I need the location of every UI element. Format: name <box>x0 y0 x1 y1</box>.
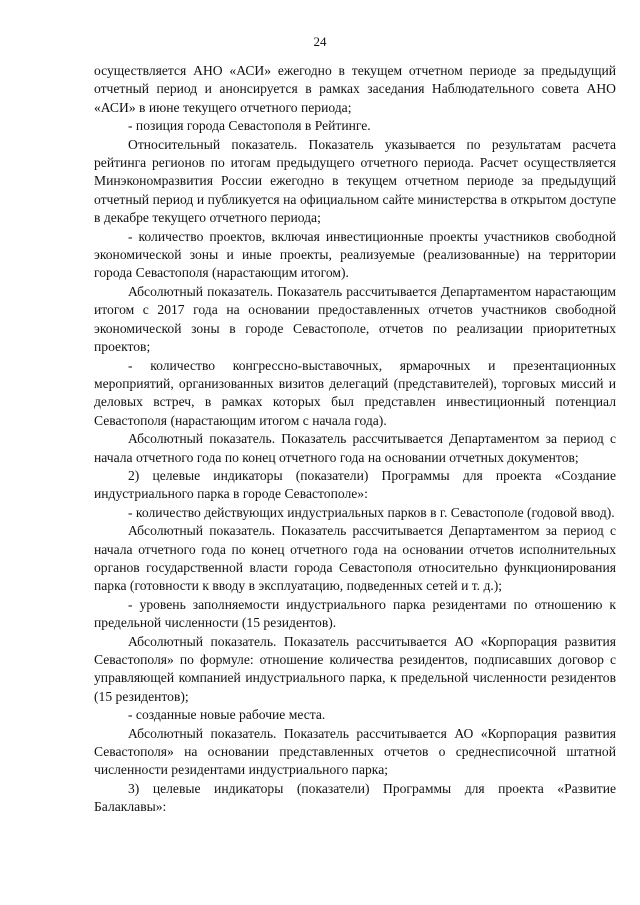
paragraph: 2) целевые индикаторы (показатели) Программы для проекта «Создание индустриального парка в городе Севастополе»: <box>94 467 616 502</box>
paragraph: - позиция города Севастополя в Рейтинге. <box>128 118 371 134</box>
paragraph: Абсолютный показатель. Показатель рассчитывается АО «Корпорация развития Севастополя» на основании представленных отчетов о среднесписочной штатной численности резидентами индустриального парка; <box>94 725 616 778</box>
paragraph: 3) целевые индикаторы (показатели) Программы для проекта «Развитие Балаклавы»: <box>94 780 616 815</box>
paragraph: - уровень заполняемости индустриального парка резидентами по отношению к предельной численности (15 резидентов). <box>94 596 616 631</box>
paragraph: Абсолютный показатель. Показатель рассчитывается АО «Корпорация развития Севастополя» по формуле: отношение количества резидентов, подписавших договор с управляющей компанией индустриального парка, к предельной численности резидентов (15 резидентов); <box>94 633 616 704</box>
page-number: 24 <box>313 34 327 49</box>
paragraph: Абсолютный показатель. Показатель рассчитывается Департаментом за период с начала отчетного года по конец отчетного года на основании отчетов исполнительных органов государственной власти города Севастополя относительно функционирования парка (готовности к вводу в эксплуатацию, подведенных сетей и т. д.); <box>94 523 616 594</box>
paragraph: Абсолютный показатель. Показатель рассчитывается Департаментом за период с начала отчетного года по конец отчетного года на основании отчетных документов; <box>94 431 616 465</box>
paragraph: Абсолютный показатель. Показатель рассчитывается Департаментом нарастающим итогом с 2017 года на основании предоставленных отчетов участников свободной экономической зоны в городе Севастополе, отчетов по реализации приоритетных проектов; <box>94 283 616 355</box>
paragraph: - количество проектов, включая инвестиционные проекты участников свободной экономической зоны и иные проекты, реализуемые (реализованные) на территории города Севастополя (нарастающим итогом). <box>94 228 616 281</box>
paragraph: - созданные новые рабочие места. <box>128 707 326 723</box>
paragraph: - количество действующих индустриальных парков в г. Севастополе (годовой ввод). <box>128 504 615 520</box>
paragraph: осуществляется АНО «АСИ» ежегодно в текущем отчетном периоде за предыдущий отчетный период и анонсируется в рамках заседания Наблюдательного совета АНО «АСИ» в июне текущего отчетного периода; <box>94 63 616 115</box>
paragraph: - количество конгрессно-выставочных, ярмарочных и презентационных мероприятий, организованных визитов делегаций (представителей), торговых миссий и деловых встреч, в рамках которых был представлен инвестиционный потенциал Севастополя (нарастающим итогом с начала года). <box>94 357 616 428</box>
document-body <box>94 62 616 817</box>
paragraph: Относительный показатель. Показатель указывается по результатам расчета рейтинга регионов по итогам предыдущего отчетного периода. Расчет осуществляется Минэкономразвития России ежегодно в текущем отчетном периоде за предыдущий отчетный период и публикуется на официальном сайте министерства в открытом доступе в декабре текущего отчетного периода; <box>94 136 616 226</box>
